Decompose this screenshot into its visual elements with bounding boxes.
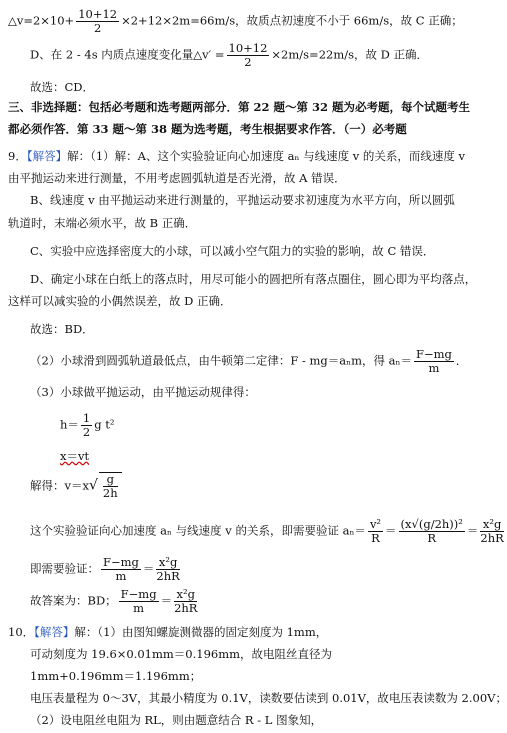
text: 解：（1）解：A、这个实验验证向心加速度 aₙ 与线速度 v 的关系，而线速度 v	[67, 149, 466, 163]
formula-part: g t²	[94, 417, 115, 432]
text-line: B、线速度 v 由平抛运动来进行测量的，平抛运动要求初速度为水平方向，所以圆弧	[30, 193, 455, 207]
text-line: 轨道时，末端必须水平，故 B 正确．	[8, 216, 197, 230]
formula-part: ×2+12×2m=66m/s，故质点初速度不小于 66m/s，故 C 正确；	[121, 13, 463, 28]
fraction-denominator: m	[133, 601, 145, 615]
fraction-denominator: 2hR	[156, 569, 180, 583]
answer-line: 故选：CD．	[30, 80, 95, 94]
formula-part: h＝	[60, 417, 79, 432]
text-line	[8, 8, 466, 35]
fraction-denominator: m	[115, 569, 127, 583]
answer-tag: 【解答】	[26, 149, 68, 163]
formula-part: 即需要验证：	[30, 561, 99, 576]
formula-line	[60, 412, 466, 439]
fraction	[101, 556, 141, 583]
formula-part: ．	[455, 353, 468, 368]
fraction-numerator: g	[103, 473, 118, 487]
formula-part: x＝vt	[60, 449, 90, 463]
fraction-denominator: 2h	[102, 486, 118, 500]
text-line: （3）小球做平抛运动，由平抛运动规律得：	[30, 385, 256, 399]
fraction	[81, 412, 92, 439]
formula-line	[30, 472, 466, 500]
fraction	[414, 348, 454, 375]
fraction	[119, 588, 159, 615]
text-line: （2）设电阻丝电阻为 RL，则由题意结合 R - L 图象知，	[30, 713, 323, 727]
sqrt-body	[99, 472, 122, 500]
fraction	[227, 42, 270, 69]
formula-line	[60, 448, 466, 464]
text-line: 由平抛运动来进行测量，不用考虑圆弧轨道是否光滑，故 A 错误．	[8, 171, 346, 185]
formula-line: 故答案为：BD； $\frac{F-mg}{m}$ ＝ $\frac{\text{x²g}}{2hR}$	[30, 587, 198, 615]
formula-part: 这个实验验证向心加速度 aₙ 与线速度 v 的关系，即需要验证 aₙ＝	[30, 523, 366, 538]
sqrt-icon: √	[88, 477, 98, 494]
fraction-numerator: (x√(g/2h))²	[400, 517, 463, 531]
text-line: D、确定小球在白纸上的落点时，用尽可能小的圆把所有落点圈住，圆心即为平均落点，	[30, 272, 477, 286]
formula-part: ×2m/s=22m/s，故 D 正确．	[271, 47, 429, 62]
text-line	[30, 348, 466, 375]
answer-line: 故选：BD．	[30, 322, 94, 336]
fraction-denominator: 2	[244, 55, 252, 69]
fraction	[399, 518, 465, 545]
fraction	[76, 8, 119, 35]
fraction-numerator: v²	[369, 517, 382, 531]
formula-line: 即需要验证： $\frac{F-mg}{m}$ ＝ $\frac{\text{x²g}}{2hR}$	[30, 555, 180, 583]
fraction-numerator: F−mg	[103, 555, 139, 569]
question-9-header	[8, 148, 466, 164]
text-line: 1mm+0.196mm＝1.196mm；	[30, 669, 202, 683]
fraction-denominator: 2hR	[174, 601, 198, 615]
section-heading: 三、非选择题：包括必考题和选考题两部分．第 22 题～第 32 题为必考题，每个试题考生	[8, 100, 471, 114]
question-number: 10．	[8, 625, 35, 639]
question-10-header	[8, 624, 466, 640]
fraction-denominator: R	[427, 531, 437, 545]
section-heading: 都必须作答．第 33 题～第 38 题为选考题，考生根据要求作答．（一）必考题	[8, 122, 407, 136]
formula-part: 解得：v＝x	[30, 478, 89, 493]
fraction-denominator: m	[428, 361, 440, 375]
fraction-numerator: x²g	[156, 556, 179, 570]
answer-tag: 【解答】	[34, 625, 75, 639]
text-line: C、实验中应选择密度大的小球，可以减小空气阻力的实验的影响，故 C 错误．	[30, 244, 435, 258]
formula-line: 这个实验验证向心加速度 aₙ 与线速度 v 的关系，即需要验证 aₙ＝ $\frac{\text{v²}}{R}$ ＝ $\frac{\text{(x√(g/2h))²}}{R}$ ＝ $\frac{\text{x²g}}{2hR}$	[30, 517, 504, 545]
fraction	[103, 473, 118, 500]
fraction-denominator: 2hR	[480, 531, 504, 545]
fraction-numerator: x²g	[174, 588, 197, 602]
text-line: 可动刻度为 19.6×0.01mm＝0.196mm，故电阻丝直径为	[30, 647, 333, 661]
fraction	[368, 518, 383, 545]
formula-part: 故答案为：BD；	[30, 593, 117, 608]
fraction-denominator: R	[371, 531, 380, 545]
fraction-numerator: F−mg	[415, 347, 452, 361]
fraction-denominator: 2	[82, 425, 91, 439]
fraction-numerator: 1	[82, 411, 91, 425]
fraction-numerator: 10+12	[78, 7, 118, 21]
fraction-denominator: 2	[93, 21, 102, 35]
text-line: 这样可以减实验的小偶然误差，故 D 正确．	[8, 294, 232, 308]
text-line: 电压表量程为 0～3V，其最小精度为 0.1V，读数要估读到 0.01V，故电压表读数为 2.00V；	[30, 691, 507, 705]
fraction	[156, 556, 179, 583]
fraction-numerator: F−mg	[120, 587, 157, 601]
text: 解：（1）由图知螺旋测微器的固定刻度为 1mm，	[74, 625, 328, 639]
fraction-numerator: 10+12	[228, 41, 268, 55]
fraction-numerator: x²g	[480, 518, 503, 532]
formula-part: △v=2×10+	[8, 13, 75, 28]
fraction	[480, 518, 503, 545]
question-number: 9．	[8, 149, 27, 163]
text-line	[30, 42, 466, 69]
formula-part: D、在 2 - 4s 内质点速度变化量△v′ =	[30, 47, 225, 62]
formula-part: （2）小球滑到圆弧轨道最低点，由牛顿第二定律：F - mg＝aₙm，得 aₙ＝	[30, 353, 412, 368]
fraction	[174, 588, 197, 615]
